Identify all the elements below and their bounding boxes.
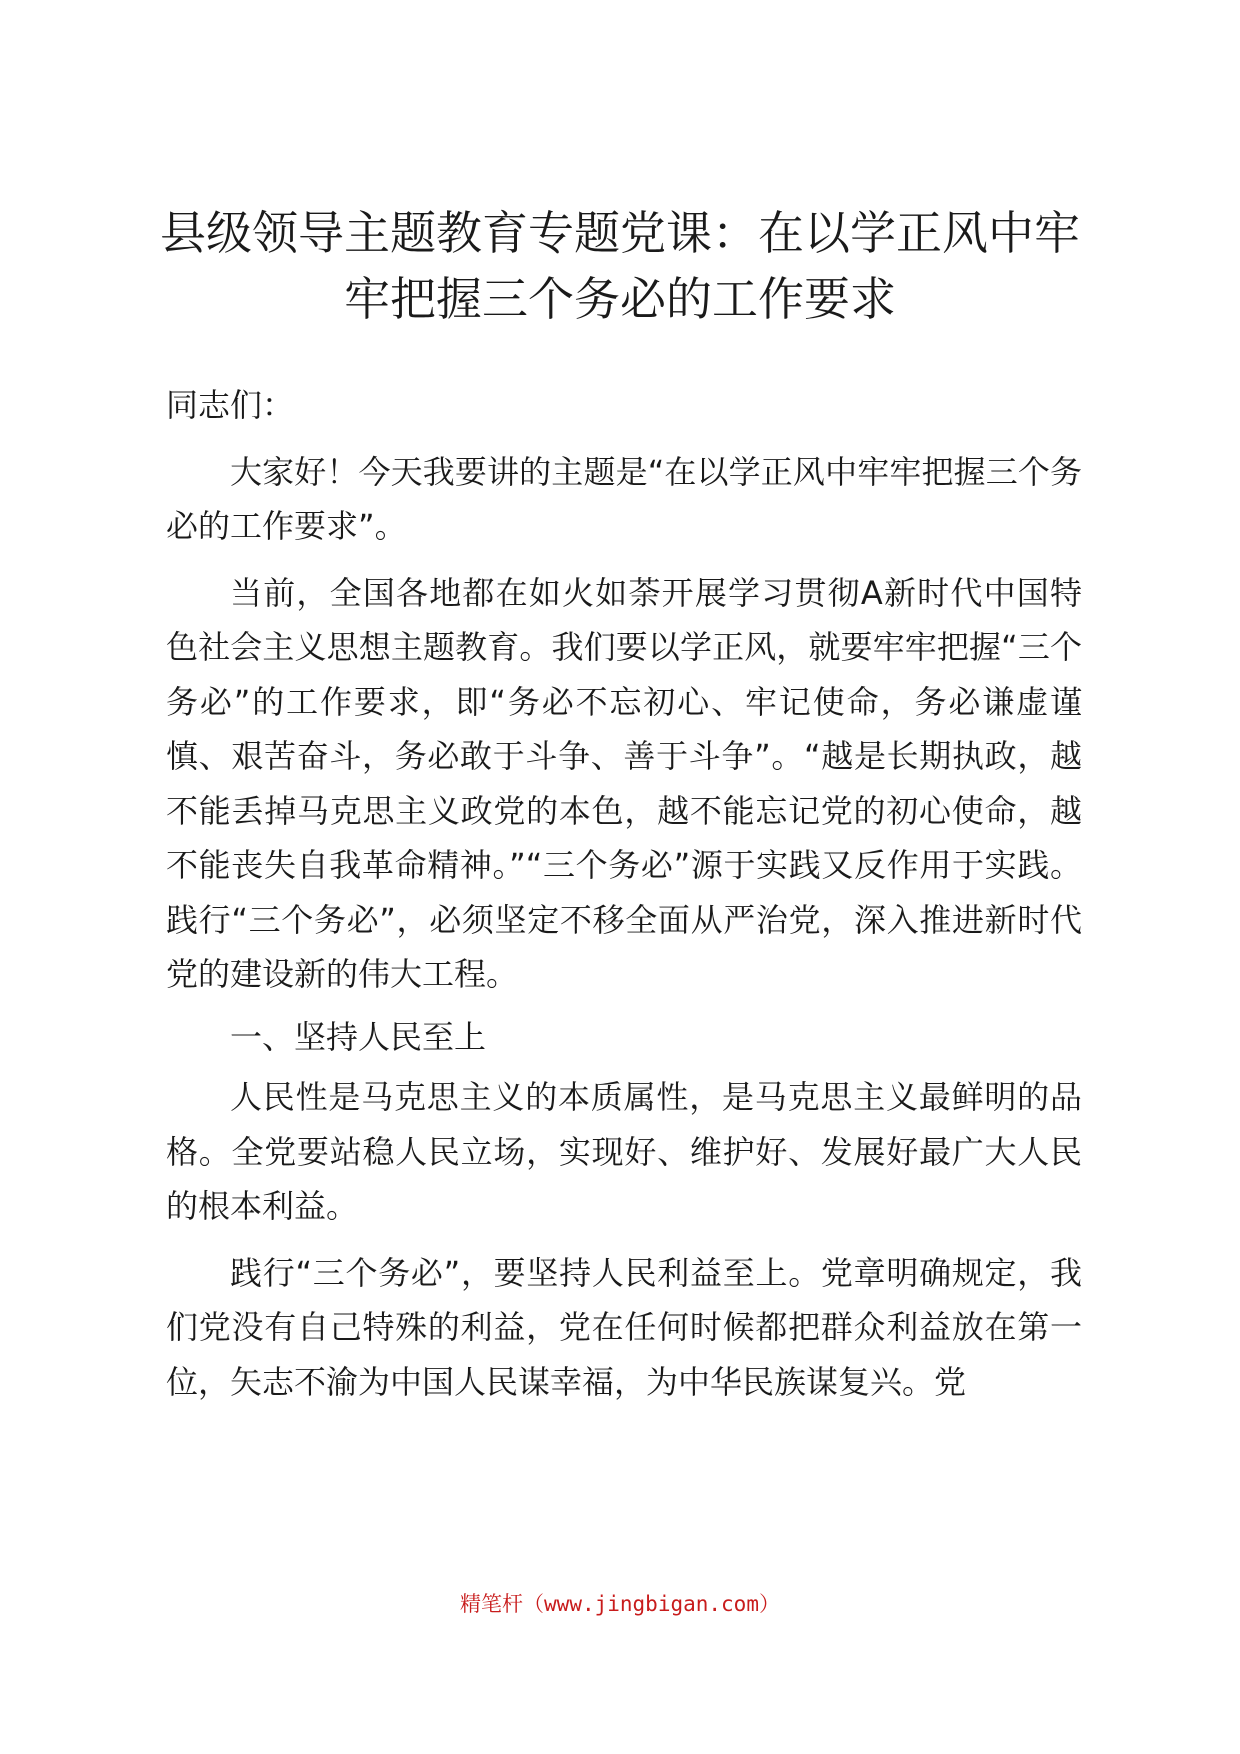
document-title [140, 200, 1100, 332]
document-body [166, 378, 1082, 1409]
paragraph-section-1: 人民性是马克思主义的本质属性，是马克思主义最鲜明的品格。全党要站稳人民立场，实现好、维护好、发展好最广大人民的根本利益。 [166, 1078, 1082, 1225]
footer-watermark: 精笔杆（www.jingbigan.com） [460, 1592, 780, 1616]
title-line-2: 牢把握三个务必的工作要求 [344, 272, 896, 326]
paragraph-intro: 当前，全国各地都在如火如荼开展学习贯彻A新时代中国特色社会主义思想主题教育。我们要以学正风，就要牢牢把握“三个务必”的工作要求，即“务必不忘初心、牢记使命，务必谦虚谨慎、艰苦奋斗，务必敢于斗争、善于斗争”。“越是长期执政，越不能丢掉马克思主义政党的本色，越不能忘记党的初心使命，越不能丧失自我革命精神。”“三个务必”源于实践又反作用于实践。践行“三个务必”，必须坚定不移全面从严治党，深入推进新时代党的建设新的伟大工程。 [166, 573, 1082, 993]
paragraph-section-2: 践行“三个务必”，要坚持人民利益至上。党章明确规定，我们党没有自己特殊的利益，党在任何时候都把群众利益放在第一位，矢志不渝为中国人民谋幸福，为中华民族谋复兴。党 [166, 1253, 1082, 1401]
salutation: 同志们： [166, 386, 295, 424]
title-line-1: 县级领导主题教育专题党课：在以学正风中牢 [160, 206, 1080, 260]
section-heading: 一、坚持人民至上 [230, 1017, 487, 1056]
paragraph-greeting: 大家好！今天我要讲的主题是“在以学正风中牢牢把握三个务必的工作要求”。 [166, 452, 1082, 545]
